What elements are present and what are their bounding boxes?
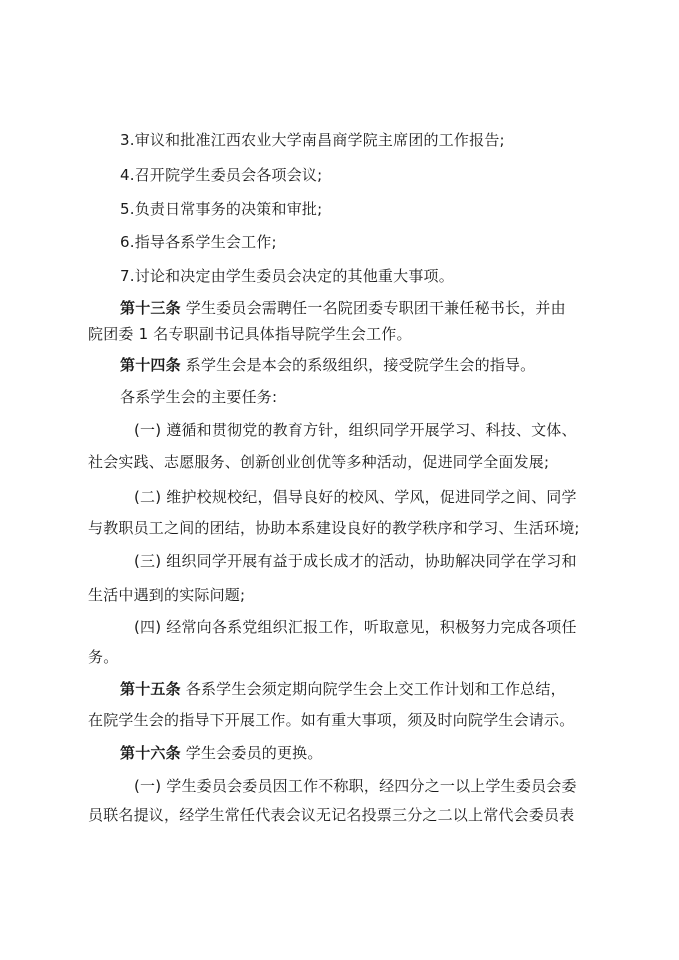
article-14: 第十四条 系学生会是本会的系级组织，接受院学生会的指导。 [120, 356, 536, 374]
article-heading: 第十五条 [120, 680, 181, 698]
replacement-item-1: (一) 学生委员会委员因工作不称职，经四分之一以上学生委员会委 [134, 777, 577, 795]
replacement-item-1-continuation: 员联名提议，经学生常任代表会议无记名投票三分之二以上常代会委员表 [88, 806, 575, 824]
list-item-6: 6.指导各系学生会工作; [120, 233, 277, 251]
task-item-4-continuation: 务。 [88, 648, 119, 666]
task-item-2: (二) 维护校规校纪，倡导良好的校风、学风，促进同学之间、同学 [134, 488, 577, 506]
article-16: 第十六条 学生会委员的更换。 [120, 744, 323, 762]
task-item-3-continuation: 生活中遇到的实际问题; [88, 586, 246, 604]
list-item-7: 7.讨论和决定由学生委员会决定的其他重大事项。 [120, 267, 454, 285]
task-item-2-continuation: 与教职员工之间的团结，协助本系建设良好的教学秩序和学习、生活环境; [88, 519, 580, 537]
list-item-5: 5.负责日常事务的决策和审批; [120, 200, 323, 218]
article-heading: 第十三条 [120, 299, 181, 317]
article-15: 第十五条 各系学生会须定期向院学生会上交工作计划和工作总结， [120, 680, 566, 698]
article-13-continuation: 院团委 1 名专职副书记具体指导院学生会工作。 [88, 325, 412, 343]
list-item-3: 3.审议和批准江西农业大学南昌商学院主席团的工作报告; [120, 131, 505, 149]
task-item-1-continuation: 社会实践、志愿服务、创新创业创优等多种活动，促进同学全面发展; [88, 453, 550, 471]
task-item-1: (一) 遵循和贯彻党的教育方针，组织同学开展学习、科技、文体、 [134, 421, 577, 439]
task-item-4: (四) 经常向各系党组织汇报工作，听取意见，积极努力完成各项任 [134, 618, 577, 636]
article-15-continuation: 在院学生会的指导下开展工作。如有重大事项，须及时向院学生会请示。 [88, 711, 575, 729]
task-item-3: (三) 组织同学开展有益于成长成才的活动，协助解决同学在学习和 [134, 552, 577, 570]
list-item-4: 4.召开院学生委员会各项会议; [120, 166, 323, 184]
task-list-intro: 各系学生会的主要任务: [120, 388, 278, 406]
article-heading: 第十六条 [120, 744, 181, 762]
article-13: 第十三条 学生委员会需聘任一名院团委专职团干兼任秘书长，并由 [120, 299, 566, 317]
article-heading: 第十四条 [120, 356, 181, 374]
